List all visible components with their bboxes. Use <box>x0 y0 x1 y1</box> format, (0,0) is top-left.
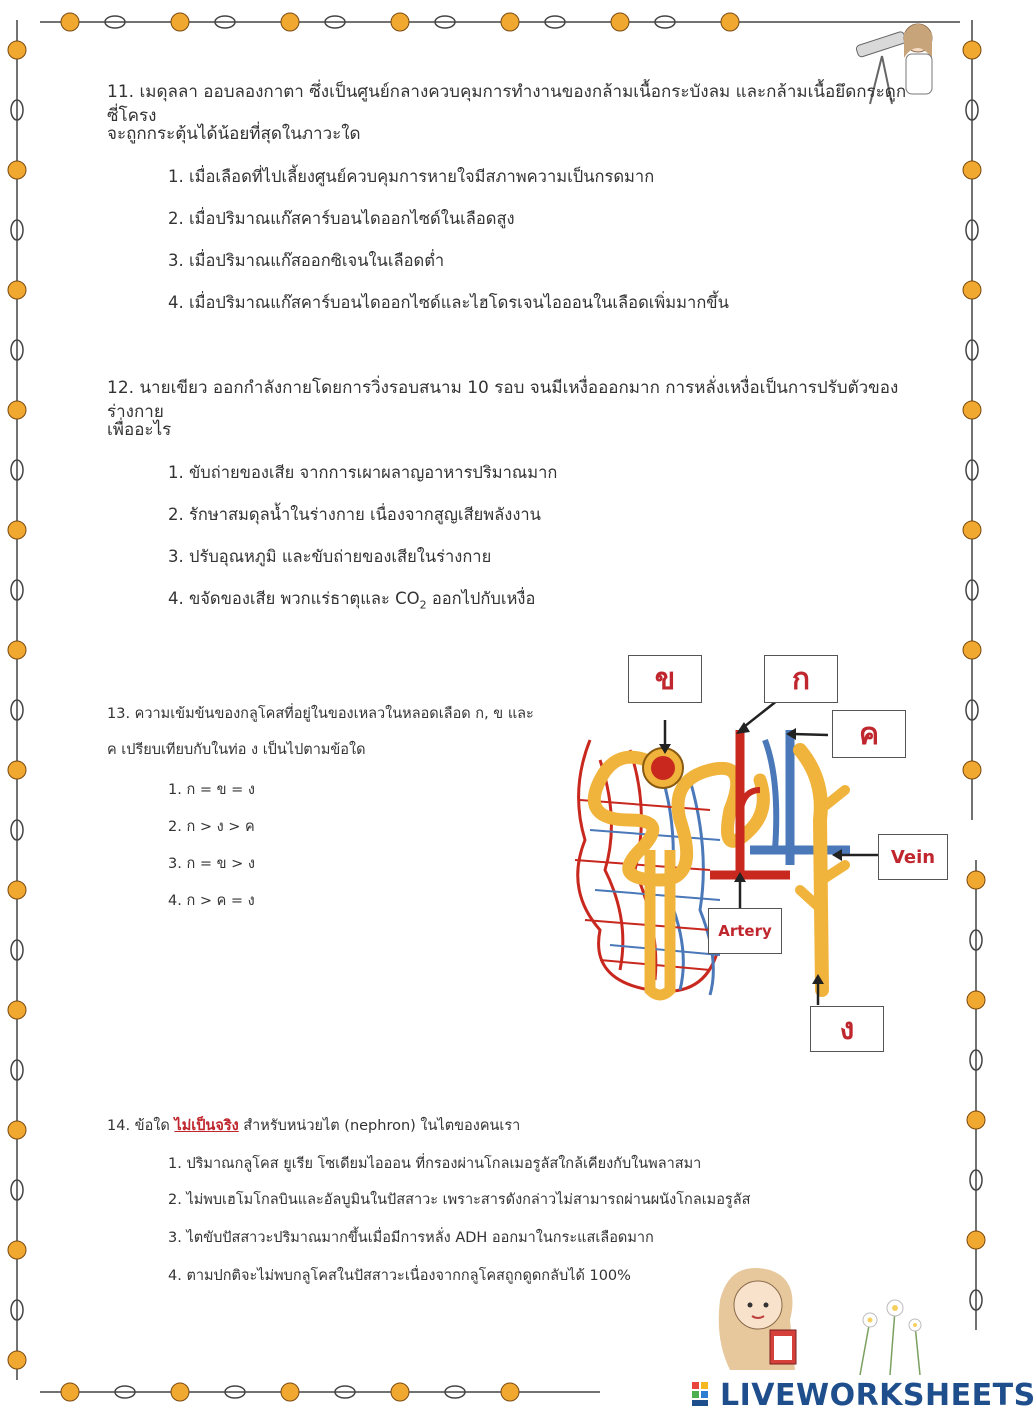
q12-option-4-suffix: ออกไปกับเหงื่อ <box>426 589 536 608</box>
top-floral-border <box>40 6 960 38</box>
bottom-floral-border <box>40 1376 600 1408</box>
figure-label-ko: ก <box>764 655 838 703</box>
q14-option-2[interactable]: 2. ไม่พบเฮโมโกลบินและอัลบูมินในปัสสาวะ เพราะสารดังกล่าวไม่สามารถผ่านผนังโกลเมอรูลัส <box>168 1192 751 1208</box>
figure-label-vein: Vein <box>878 834 948 880</box>
q12-option-4[interactable] <box>168 586 535 612</box>
q14-stem <box>107 1114 867 1138</box>
right-floral-border-top <box>952 20 992 820</box>
q11-option-3[interactable]: 3. เมื่อปริมาณแก๊สออกซิเจนในเลือดต่ำ <box>168 251 445 270</box>
right-floral-border-bottom <box>956 860 996 1330</box>
q12-option-3[interactable]: 3. ปรับอุณหภูมิ และขับถ่ายของเสียในร่างกาย <box>168 547 492 566</box>
q14-stem-suffix: สำหรับหน่วยไต (nephron) ในไตของคนเรา <box>238 1118 521 1134</box>
q14-option-4[interactable]: 4. ตามปกติจะไม่พบกลูโคสในปัสสาวะเนื่องจากกลูโคสถูกดูดกลับได้ 100% <box>168 1268 631 1284</box>
q14-stem-prefix: 14. ข้อใด <box>107 1118 175 1134</box>
liveworksheets-logo-text[interactable]: LIVEWORKSHEETS <box>720 1378 1036 1413</box>
q14-option-1[interactable]: 1. ปริมาณกลูโคส ยูเรีย โซเดียมไอออน ที่กรองผ่านโกลเมอรูลัสใกล้เคียงกับในพลาสมา <box>168 1156 702 1172</box>
q12-option-4-prefix: 4. ขจัดของเสีย พวกแร่ธาตุและ <box>168 589 396 608</box>
q12-option-4-co: CO <box>395 589 420 608</box>
q13-stem-line1: 13. ความเข้มข้นของกลูโคสที่อยู่ในของเหลวในหลอดเลือด ก, ข และ <box>107 706 534 722</box>
q13-stem-line2: ค เปรียบเทียบกับในท่อ ง เป็นไปตามข้อใด <box>107 742 366 758</box>
q12-option-2[interactable]: 2. รักษาสมดุลน้ำในร่างกาย เนื่องจากสูญเสียพลังงาน <box>168 505 541 524</box>
student-clipboard-illustration <box>700 1260 820 1375</box>
q12-stem-line1: 12. นายเขียว ออกกำลังกายโดยการวิ่งรอบสนาม 10 รอบ จนมีเหงื่อออกมาก การหลั่งเหงื่อเป็นการปรับตัวของร่างกาย <box>107 378 899 422</box>
left-floral-border <box>0 20 34 1380</box>
q13-option-2[interactable]: 2. ก > ง > ค <box>168 819 255 835</box>
liveworksheets-logo-icon <box>690 1380 718 1408</box>
flower-decoration <box>840 1280 950 1375</box>
q11-option-1[interactable]: 1. เมื่อเลือดที่ไปเลี้ยงศูนย์ควบคุมการหายใจมีสภาพความเป็นกรดมาก <box>168 167 655 186</box>
figure-label-ngo: ง <box>810 1006 884 1052</box>
figure-label-kho: ข <box>628 655 702 703</box>
q13-option-4[interactable]: 4. ก > ค = ง <box>168 893 255 909</box>
q12-option-1[interactable]: 1. ขับถ่ายของเสีย จากการเผาผลาญอาหารปริมาณมาก <box>168 463 558 482</box>
q12-stem-line2: เพื่ออะไร <box>107 420 172 440</box>
q11-option-4[interactable]: 4. เมื่อปริมาณแก๊สคาร์บอนไดออกไซด์และไฮโดรเจนไอออนในเลือดเพิ่มมากขึ้น <box>168 293 729 312</box>
q13-option-1[interactable]: 1. ก = ข = ง <box>168 782 255 798</box>
q11-stem-line1: 11. เมดุลลา ออบลองกาตา ซึ่งเป็นศูนย์กลางควบคุมการทำงานของกล้ามเนื้อกระบังลม และกล้ามเนื้อยึดกระดูกซี่โครง <box>107 82 907 126</box>
figure-label-kho-khwai: ค <box>832 710 906 758</box>
q11-option-2[interactable]: 2. เมื่อปริมาณแก๊สคาร์บอนไดออกไซด์ในเลือดสูง <box>168 209 515 228</box>
q13-option-3[interactable]: 3. ก = ข > ง <box>168 856 255 872</box>
q11-stem-line2: จะถูกกระตุ้นได้น้อยที่สุดในภาวะใด <box>107 124 361 144</box>
figure-label-artery: Artery <box>708 908 782 954</box>
q14-option-3[interactable]: 3. ไตขับปัสสาวะปริมาณมากขึ้นเมื่อมีการหลั่ง ADH ออกมาในกระแสเลือดมาก <box>168 1230 654 1246</box>
q12-option-4-subscript: 2 <box>419 598 427 612</box>
q14-not-true-emphasis: ไม่เป็นจริง <box>174 1118 239 1134</box>
